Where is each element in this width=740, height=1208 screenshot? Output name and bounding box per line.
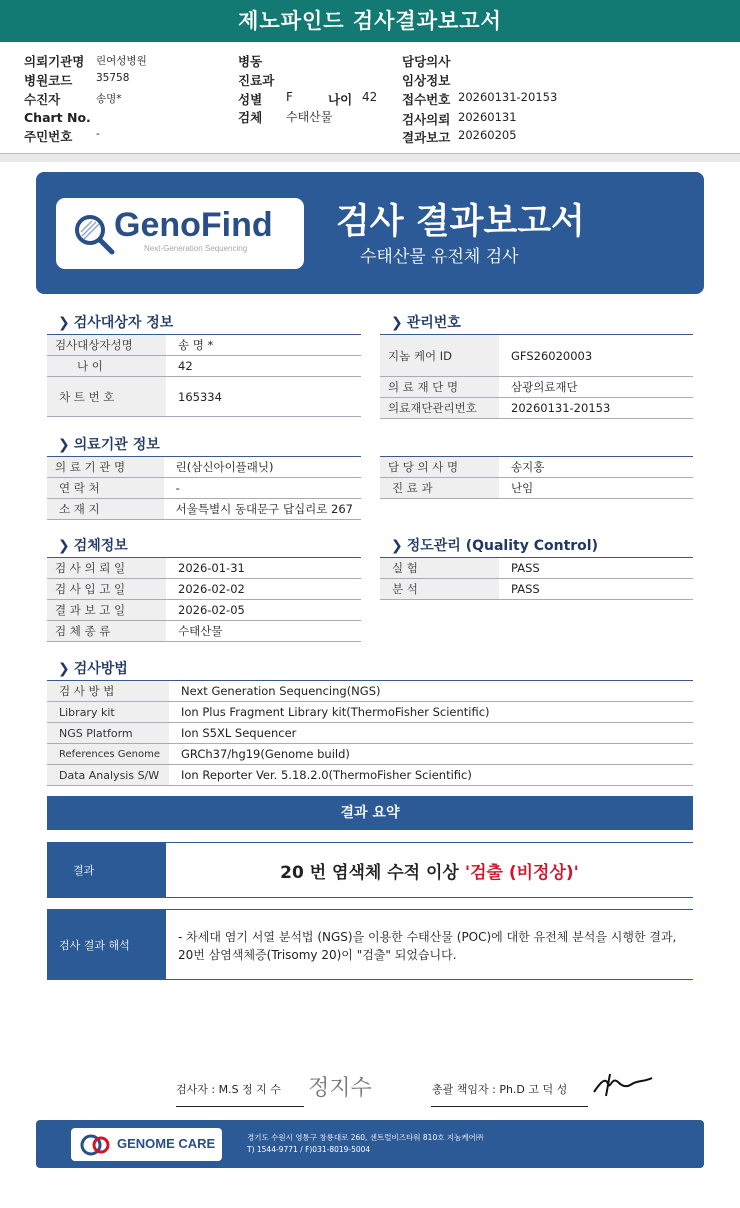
divider (0, 154, 740, 162)
hdr-label: 결과보고 (402, 130, 451, 145)
field-label: 차 트 번 호 (47, 377, 166, 417)
field-value: 송지홍 (499, 457, 693, 478)
magnifier-icon (72, 212, 116, 256)
table-row (380, 558, 693, 579)
field-value: 난임 (499, 478, 693, 499)
table-row (47, 600, 361, 621)
tester-label: 검사자 : M.S 정 지 수 (176, 1083, 281, 1096)
hdr-value: 린여성병원 (96, 55, 147, 67)
chevron-right-icon: ❯ (58, 538, 70, 554)
hdr-value: - (96, 128, 100, 140)
interpretation-box (47, 909, 693, 980)
director-label: 총괄 책임자 : Ph.D 고 덕 성 (432, 1083, 568, 1096)
specimen-table (47, 557, 361, 642)
field-value: 2026-01-31 (166, 558, 361, 579)
hdr-value: 42 (362, 90, 378, 104)
field-value: PASS (499, 579, 693, 600)
table-row (47, 702, 693, 723)
hdr-value: 20260131 (458, 110, 517, 124)
hdr-label: 담당의사 (402, 54, 451, 69)
table-row (47, 478, 361, 499)
footer-address: 경기도 수원시 영통구 창룡대로 260, 센트럴비즈타워 810호 지놈케어㈜ T) 1544-9771 / F)031-8019-5004 (247, 1133, 484, 1154)
hdr-label: 의뢰기관명 (24, 54, 85, 69)
hdr-value: 20260205 (458, 128, 517, 142)
hdr-label: 검사의뢰 (402, 112, 451, 127)
field-label: 나 이 (47, 356, 166, 377)
summary-bar: 결과 요약 (47, 796, 693, 830)
table-row (47, 621, 361, 642)
field-value: Ion Plus Fragment Library kit(ThermoFisher Scientific) (169, 702, 693, 723)
section-title-method: ❯ 검사방법 (58, 661, 128, 677)
banner-subtitle: 수태산물 유전체 검사 (360, 247, 519, 267)
hdr-label: 성별 (238, 92, 263, 107)
hdr-value: 35758 (96, 72, 130, 84)
table-row (380, 457, 693, 478)
signature-line (431, 1106, 588, 1107)
field-label: NGS Platform (47, 723, 169, 744)
interpretation-label: 검사 결과 해석 (47, 910, 166, 979)
field-label: 결 과 보 고 일 (47, 600, 166, 621)
section-title-qc: ❯ 정도관리 (Quality Control) (391, 538, 598, 554)
field-label: 검 사 입 고 일 (47, 579, 166, 600)
field-value: 삼광의료재단 (499, 377, 693, 398)
result-box (47, 842, 693, 898)
field-value: Ion Reporter Ver. 5.18.2.0(ThermoFisher Scientific) (169, 765, 693, 786)
method-table (47, 680, 693, 786)
institution-table (47, 456, 361, 520)
director-signature-icon (592, 1072, 654, 1098)
mgmt-table (380, 334, 693, 419)
table-row (380, 398, 693, 419)
table-row (47, 335, 361, 356)
field-label: 담 당 의 사 명 (380, 457, 499, 478)
field-value: GRCh37/hg19(Genome build) (169, 744, 693, 765)
hdr-label: 병동 (238, 54, 263, 69)
genofind-logo (56, 198, 304, 269)
field-value: 2026-02-02 (166, 579, 361, 600)
field-value: PASS (499, 558, 693, 579)
field-value: 165334 (166, 377, 361, 417)
field-label: 소 재 지 (47, 499, 164, 520)
result-text: 20 번 염색체 수적 이상 '검출 (비정상)' (166, 843, 693, 897)
footer-logo-text: GENOME CARE (117, 1136, 216, 1151)
chevron-right-icon: ❯ (58, 315, 70, 331)
table-row (47, 558, 361, 579)
field-label: References Genome (47, 744, 169, 765)
field-value: 수태산물 (166, 621, 361, 642)
field-value: 린(삼신아이플래닛) (164, 457, 361, 478)
field-label: Data Analysis S/W (47, 765, 169, 786)
report-header (0, 42, 740, 154)
institution-right-table (380, 456, 693, 499)
field-label: 검 사 의 뢰 일 (47, 558, 166, 579)
field-value: - (164, 478, 361, 499)
chevron-right-icon: ❯ (391, 538, 403, 554)
tester-signature: 정지수 (308, 1076, 372, 1101)
report-banner (36, 172, 704, 294)
report-title: 제노파인드 검사결과보고서 (0, 0, 740, 42)
field-label: 분 석 (380, 579, 499, 600)
hdr-label: 접수번호 (402, 92, 451, 107)
hdr-value: F (286, 90, 293, 104)
subject-table (47, 334, 361, 417)
logo-subtext: Next-Generation Sequencing (144, 244, 248, 253)
logo-text: GenoFind (114, 206, 273, 244)
hdr-label: 주민번호 (24, 129, 73, 144)
section-title-subject: ❯ 검사대상자 정보 (58, 315, 174, 331)
genomecare-logo-icon (79, 1133, 113, 1157)
field-label: 진 료 과 (380, 478, 499, 499)
hdr-label: 진료과 (238, 73, 275, 88)
table-row (380, 335, 693, 377)
field-label: 의료재단관리번호 (380, 398, 499, 419)
field-label: 검 사 방 법 (47, 681, 169, 702)
field-value: 2026-02-05 (166, 600, 361, 621)
table-row (47, 499, 361, 520)
table-row (380, 478, 693, 499)
chevron-right-icon: ❯ (391, 315, 403, 331)
hdr-value: 송명* (96, 93, 122, 105)
field-label: 검 체 종 류 (47, 621, 166, 642)
hdr-label: 나이 (328, 92, 353, 107)
field-label: Library kit (47, 702, 169, 723)
hdr-label: 임상정보 (402, 73, 451, 88)
field-label: 연 락 처 (47, 478, 164, 499)
table-row (47, 356, 361, 377)
table-row (47, 744, 693, 765)
section-title-mgmt: ❯ 관리번호 (391, 315, 461, 331)
field-value: 서울특별시 동대문구 답십리로 267 (164, 499, 361, 520)
result-label: 결과 (47, 843, 166, 897)
table-row (47, 723, 693, 744)
table-row (380, 377, 693, 398)
qc-table (380, 557, 693, 600)
banner-title: 검사 결과보고서 (336, 202, 585, 242)
field-value: 42 (166, 356, 361, 377)
field-label: 의 료 기 관 명 (47, 457, 164, 478)
table-row (47, 457, 361, 478)
genomecare-logo (71, 1128, 222, 1161)
table-row (380, 579, 693, 600)
hdr-value: 수태산물 (286, 110, 333, 124)
field-label: 의 료 재 단 명 (380, 377, 499, 398)
interpretation-text: - 차세대 염기 서열 분석법 (NGS)을 이용한 수태산물 (POC)에 대한 유전체 분석을 시행한 결과, 20번 삼염색체증(Trisomy 20)이 "검출" 되었습니다. (178, 930, 677, 962)
field-value: Ion S5XL Sequencer (169, 723, 693, 744)
field-value: 20260131-20153 (499, 398, 693, 419)
footer (36, 1120, 704, 1168)
field-label: 지놈 케어 ID (380, 335, 499, 377)
section-title-specimen: ❯ 검체정보 (58, 538, 128, 554)
signature-line (176, 1106, 304, 1107)
field-value: GFS26020003 (499, 335, 693, 377)
field-value: 송 명 * (166, 335, 361, 356)
hdr-label: Chart No. (24, 110, 91, 125)
chevron-right-icon: ❯ (58, 437, 70, 453)
field-label: 실 험 (380, 558, 499, 579)
hdr-value: 20260131-20153 (458, 90, 558, 104)
section-title-institution: ❯ 의료기관 정보 (58, 437, 160, 453)
hdr-label: 검체 (238, 110, 263, 125)
field-label: 검사대상자성명 (47, 335, 166, 356)
table-row (47, 377, 361, 417)
chevron-right-icon: ❯ (58, 661, 70, 677)
result-flag: '검출 (비정상)' (464, 862, 579, 883)
hdr-label: 병원코드 (24, 73, 73, 88)
hdr-label: 수진자 (24, 92, 61, 107)
table-row (47, 579, 361, 600)
table-row (47, 681, 693, 702)
field-value: Next Generation Sequencing(NGS) (169, 681, 693, 702)
table-row (47, 765, 693, 786)
